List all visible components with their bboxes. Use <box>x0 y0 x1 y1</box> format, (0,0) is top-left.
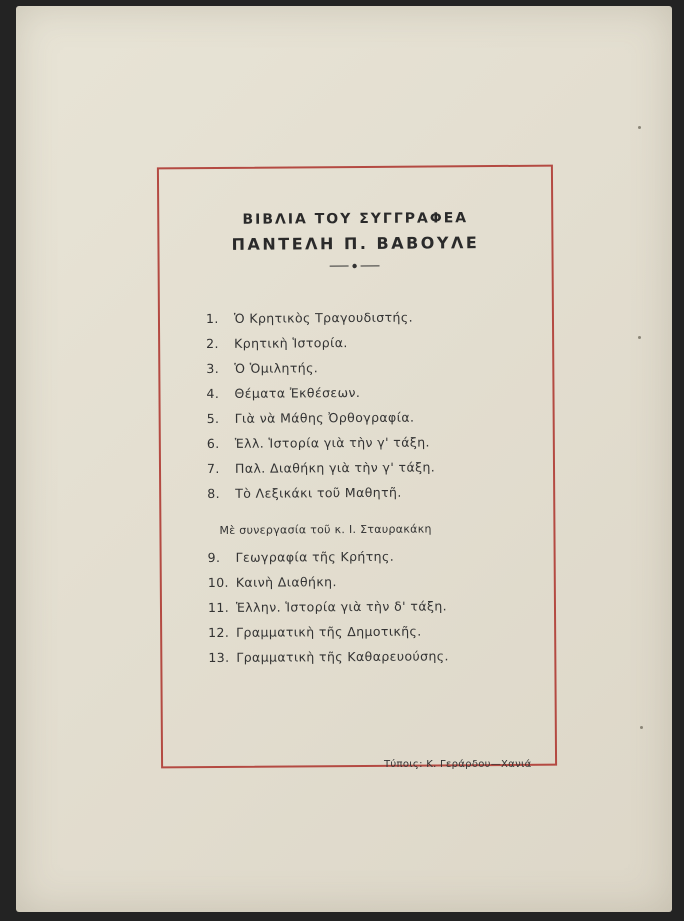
list-item <box>206 360 318 381</box>
list-item <box>206 385 360 406</box>
list-item <box>207 459 435 481</box>
list-item <box>208 648 449 670</box>
item-number: 5. <box>206 410 220 427</box>
item-number: 10. <box>207 574 229 591</box>
binding-hole <box>638 336 641 339</box>
item-title: Γραμματικὴ τῆς Καθαρευούσης. <box>236 648 449 665</box>
heading-author-books: ΒΙΒΛΙΑ ΤΟΥ ΣΥΓΓΡΑΦΕΑ <box>242 210 469 228</box>
book-list-part2 <box>207 548 548 666</box>
item-number: 6. <box>206 435 220 452</box>
item-number: 1. <box>205 310 219 327</box>
book-back-cover <box>16 6 672 912</box>
item-title: Γραμματικὴ τῆς Δημοτικῆς. <box>236 623 422 640</box>
item-title: Παλ. Διαθήκη γιὰ τὴν γ' τάξη. <box>234 459 436 476</box>
item-number: 8. <box>207 485 220 502</box>
item-number: 2. <box>206 335 219 352</box>
item-title: Ὁ Κρητικὸς Τραγουδιστής. <box>233 309 413 326</box>
item-title: Γιὰ νὰ Μάθης Ὀρθογραφία. <box>234 409 415 426</box>
list-item <box>208 598 447 620</box>
item-title: Γεωγραφία τῆς Κρήτης. <box>235 548 395 565</box>
list-item <box>208 574 337 595</box>
binding-hole <box>638 126 641 129</box>
list-item <box>208 624 422 645</box>
item-title: Καινὴ Διαθήκη. <box>235 574 337 590</box>
heading-author-name: ΠΑΝΤΕΛΗ Π. ΒΑΒΟΥΛΕ <box>231 233 480 254</box>
list-item <box>208 549 395 570</box>
list-item <box>206 310 413 331</box>
list-item <box>206 335 348 356</box>
item-title: Τὸ Λεξικάκι τοῦ Μαθητῆ. <box>235 484 402 501</box>
item-number: 13. <box>208 649 230 666</box>
item-number: 7. <box>206 460 220 477</box>
item-title: Κρητικὴ Ἱστορία. <box>234 335 348 351</box>
binding-hole <box>640 726 643 729</box>
item-number: 9. <box>207 549 221 566</box>
red-border-frame <box>157 165 557 769</box>
item-number: 3. <box>206 360 220 377</box>
item-number: 4. <box>206 385 220 402</box>
item-title: Θέματα Ἐκθέσεων. <box>234 384 361 401</box>
item-number: 12. <box>208 624 230 641</box>
item-number: 11. <box>207 599 230 616</box>
book-list-part1 <box>205 309 546 502</box>
item-title: Ὁ Ὁμιλητής. <box>234 360 319 376</box>
printer-imprint: Τύποις: Κ. Γεράρδου—Χανιά <box>384 759 532 770</box>
item-title: Ἑλλην. Ἱστορία γιὰ τὴν δ' τάξη. <box>235 598 448 615</box>
decorative-rule-icon <box>330 262 380 270</box>
collaboration-note: Μὲ συνεργασία τοῦ κ. Ι. Σταυρακάκη <box>219 522 432 537</box>
list-item <box>207 434 430 456</box>
list-item <box>207 410 415 431</box>
list-item <box>207 485 402 506</box>
item-title: Ἑλλ. Ἱστορία γιὰ τὴν γ' τάξη. <box>234 434 430 451</box>
